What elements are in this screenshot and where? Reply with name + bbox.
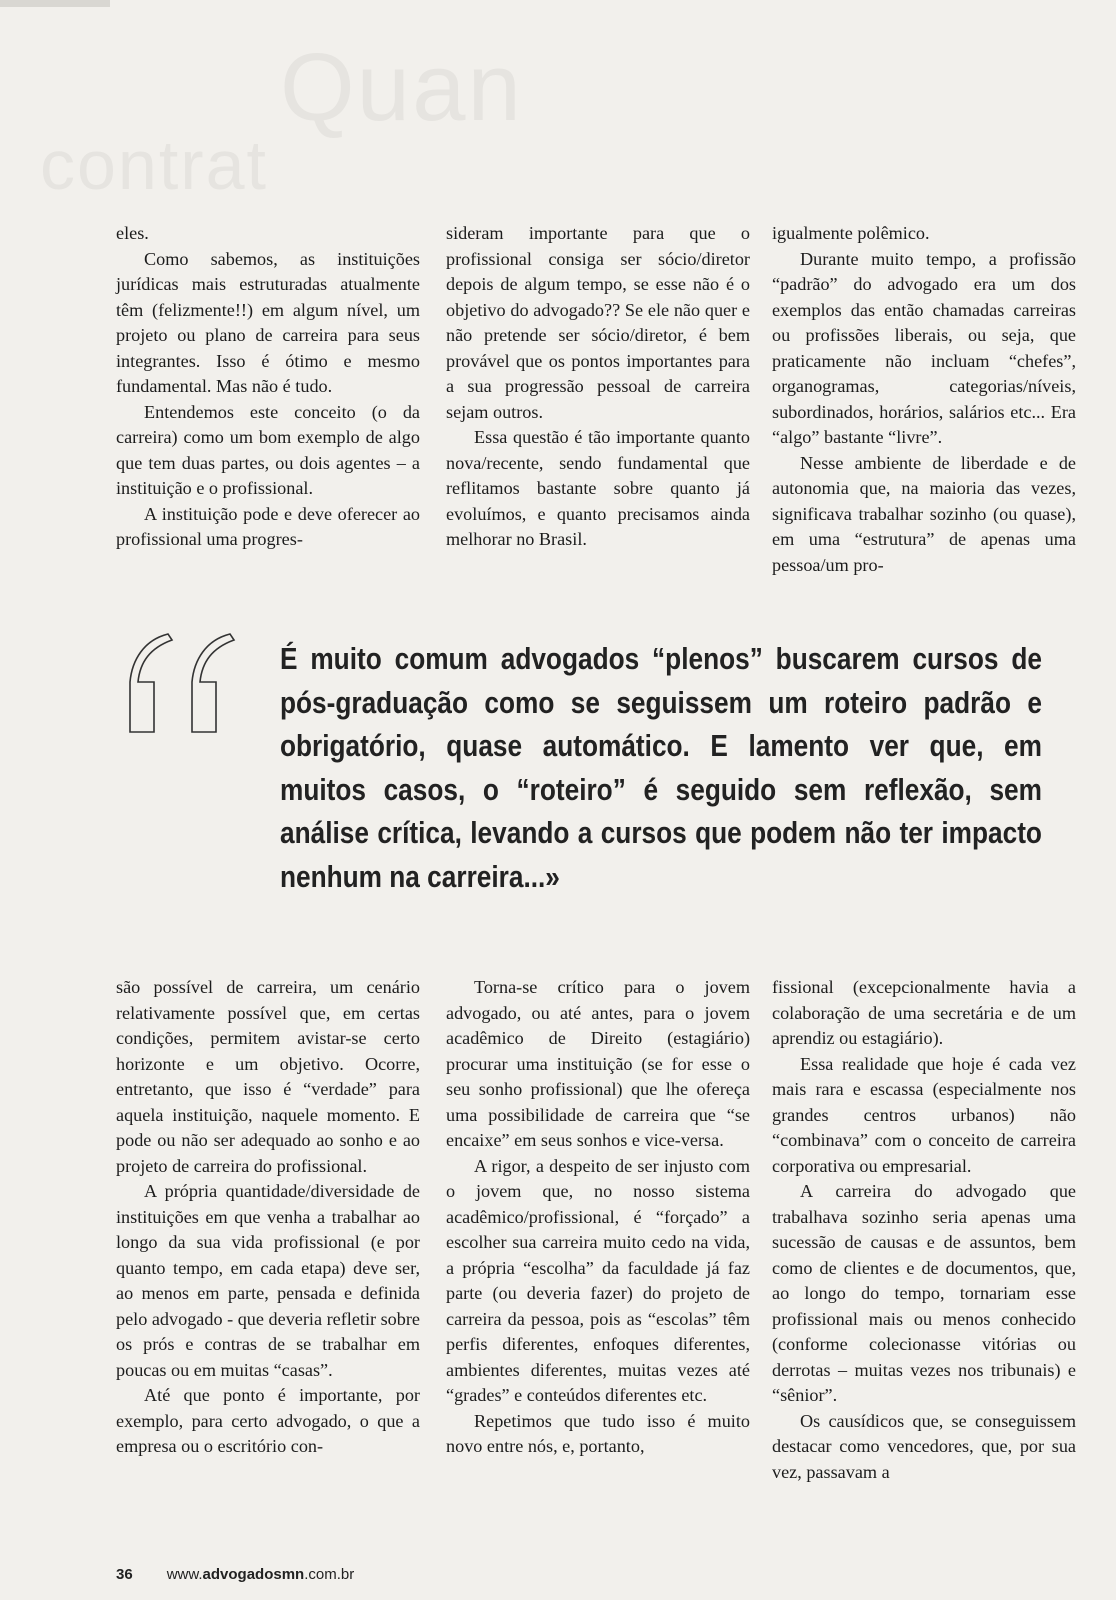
top-column-3 xyxy=(772,221,1076,578)
top-column-2 xyxy=(446,221,750,553)
website-url xyxy=(167,1566,355,1583)
open-quote-icon xyxy=(186,632,240,736)
page-number: 36 xyxy=(116,1566,133,1583)
paragraph: A própria quantidade/diversidade de instituições em que venha a trabalhar ao longo da sua vida profissional (e por quanto tempo, em cada etapa) deve ser, ao menos em parte, pensada e definida pelo advogado - que deveria refletir sobre os prós e contras de se trabalhar em poucas ou em muitas “casas”. xyxy=(116,1181,421,1380)
page-footer xyxy=(116,1566,354,1583)
paragraph: Nesse ambiente de liberdade e de autonomia que, na maioria das vezes, significava trabalhar sozinho (ou quase), em uma “estrutura” de apenas uma pessoa/um pro- xyxy=(772,452,1076,575)
top-edge-strip xyxy=(0,0,110,7)
paragraph: A rigor, a despeito de ser injusto com o jovem que, no nosso sistema acadêmico/profissional, é “forçado” a escolher sua carreira muito cedo na vida, a própria “escolha” da faculdade já faz parte (ou deveria fazer) do projeto de carreira da pessoa, pois as “escolas” têm perfis diferentes, enfoques diferentes, ambientes diferentes, muitas vezes até “grades” e conteúdos diferentes etc. xyxy=(446,1155,750,1405)
paragraph: igualmente polêmico. xyxy=(772,223,930,243)
paragraph: são possível de carreira, um cenário relativamente possível que, em certas condições, permitem avistar-se certo horizonte e um objetivo. Ocorre, entretanto, que isso é “verdade” para aquela instituição, naquele momento. E pode ou não ser adequado ao sonho e ao projeto de carreira do profissional. xyxy=(116,977,420,1176)
background-watermark-text: contrat xyxy=(40,126,268,204)
pull-quote: É muito comum advogados “plenos” buscarem cursos de pós-graduação como se seguissem um roteiro padrão e obrigatório, quase automático. E lamento ver que, em muitos casos, o “roteiro” é seguido sem reflexão, sem análise crítica, levando a cursos que podem não ter impacto nenhum na carreira...» xyxy=(280,642,1042,894)
paragraph: A instituição pode e deve oferecer ao profissional uma progres- xyxy=(116,503,420,549)
bottom-column-1 xyxy=(116,975,420,1460)
bottom-column-3 xyxy=(772,975,1076,1485)
top-column-1 xyxy=(116,221,420,553)
paragraph: Torna-se crítico para o jovem advogado, ou até antes, para o jovem acadêmico de Direito (estagiário) procurar uma instituição (se for esse o seu sonho profissional) que lhe ofereça uma possibilidade de carreira que “se encaixe” em seus sonhos e vice-versa. xyxy=(446,977,750,1150)
paragraph: Essa questão é tão importante quanto nova/recente, sendo fundamental que reflitamos bastante sobre quanto já evoluímos, e quanto precisamos ainda melhorar no Brasil. xyxy=(446,427,750,549)
paragraph: A carreira do advogado que trabalhava sozinho seria apenas uma sucessão de causas e de assuntos, bem como de clientes e de documentos, que, ao longo do tempo, tornariam esse profissional mais ou menos conhecido (conforme colecionasse vitórias ou derrotas – muitas vezes nos tribunais) e “sênior”. xyxy=(772,1181,1076,1405)
url-domain: advogadosmn xyxy=(202,1566,305,1583)
open-quote-icon xyxy=(124,632,178,736)
paragraph: Repetimos que tudo isso é muito novo entre nós, e, portanto, xyxy=(446,1410,750,1456)
paragraph: Entendemos este conceito (o da carreira) como um bom exemplo de algo que tem duas partes, ou dois agentes – a instituição e o profissional. xyxy=(116,401,420,498)
paragraph: Como sabemos, as instituições jurídicas mais estruturadas atualmente têm (felizmente!!) em algum nível, um projeto ou plano de carreira para seus integrantes. Isso é ótimo e mesmo fundamental. Mas não é tudo. xyxy=(116,248,420,396)
paragraph: eles. xyxy=(116,223,149,243)
url-suffix: .com.br xyxy=(304,1566,355,1583)
paragraph: fissional (excepcionalmente havia a colaboração de uma secretária e de um aprendiz ou estagiário). xyxy=(772,977,1076,1048)
paragraph: Até que ponto é importante, por exemplo, para certo advogado, o que a empresa ou o escritório con- xyxy=(116,1385,420,1456)
paragraph: Os causídicos que, se conseguissem destacar como vencedores, que, por sua vez, passavam a xyxy=(772,1410,1076,1482)
background-watermark-text: Quan xyxy=(280,34,523,141)
bottom-column-2 xyxy=(446,975,750,1460)
url-prefix: www. xyxy=(166,1566,203,1583)
paragraph: Essa realidade que hoje é cada vez mais rara e escassa (especialmente nos grandes centros urbanos) não “combinava” com o conceito de carreira corporativa ou empresarial. xyxy=(772,1053,1076,1176)
paragraph: sideram importante para que o profissional consiga ser sócio/diretor depois de algum tempo, se esse não é o objetivo do advogado?? Se ele não quer e não pretende ser sócio/diretor, é bem provável que os pontos importantes para a sua progressão pessoal de carreira sejam outros. xyxy=(446,223,750,422)
paragraph: Durante muito tempo, a profissão “padrão” do advogado era um dos exemplos das então chamadas carreiras ou profissões liberais, ou seja, que praticamente não incluam “chefes”, organogramas, categorias/níveis, subordinados, horários, salários etc... Era “algo” bastante “livre”. xyxy=(772,248,1076,447)
